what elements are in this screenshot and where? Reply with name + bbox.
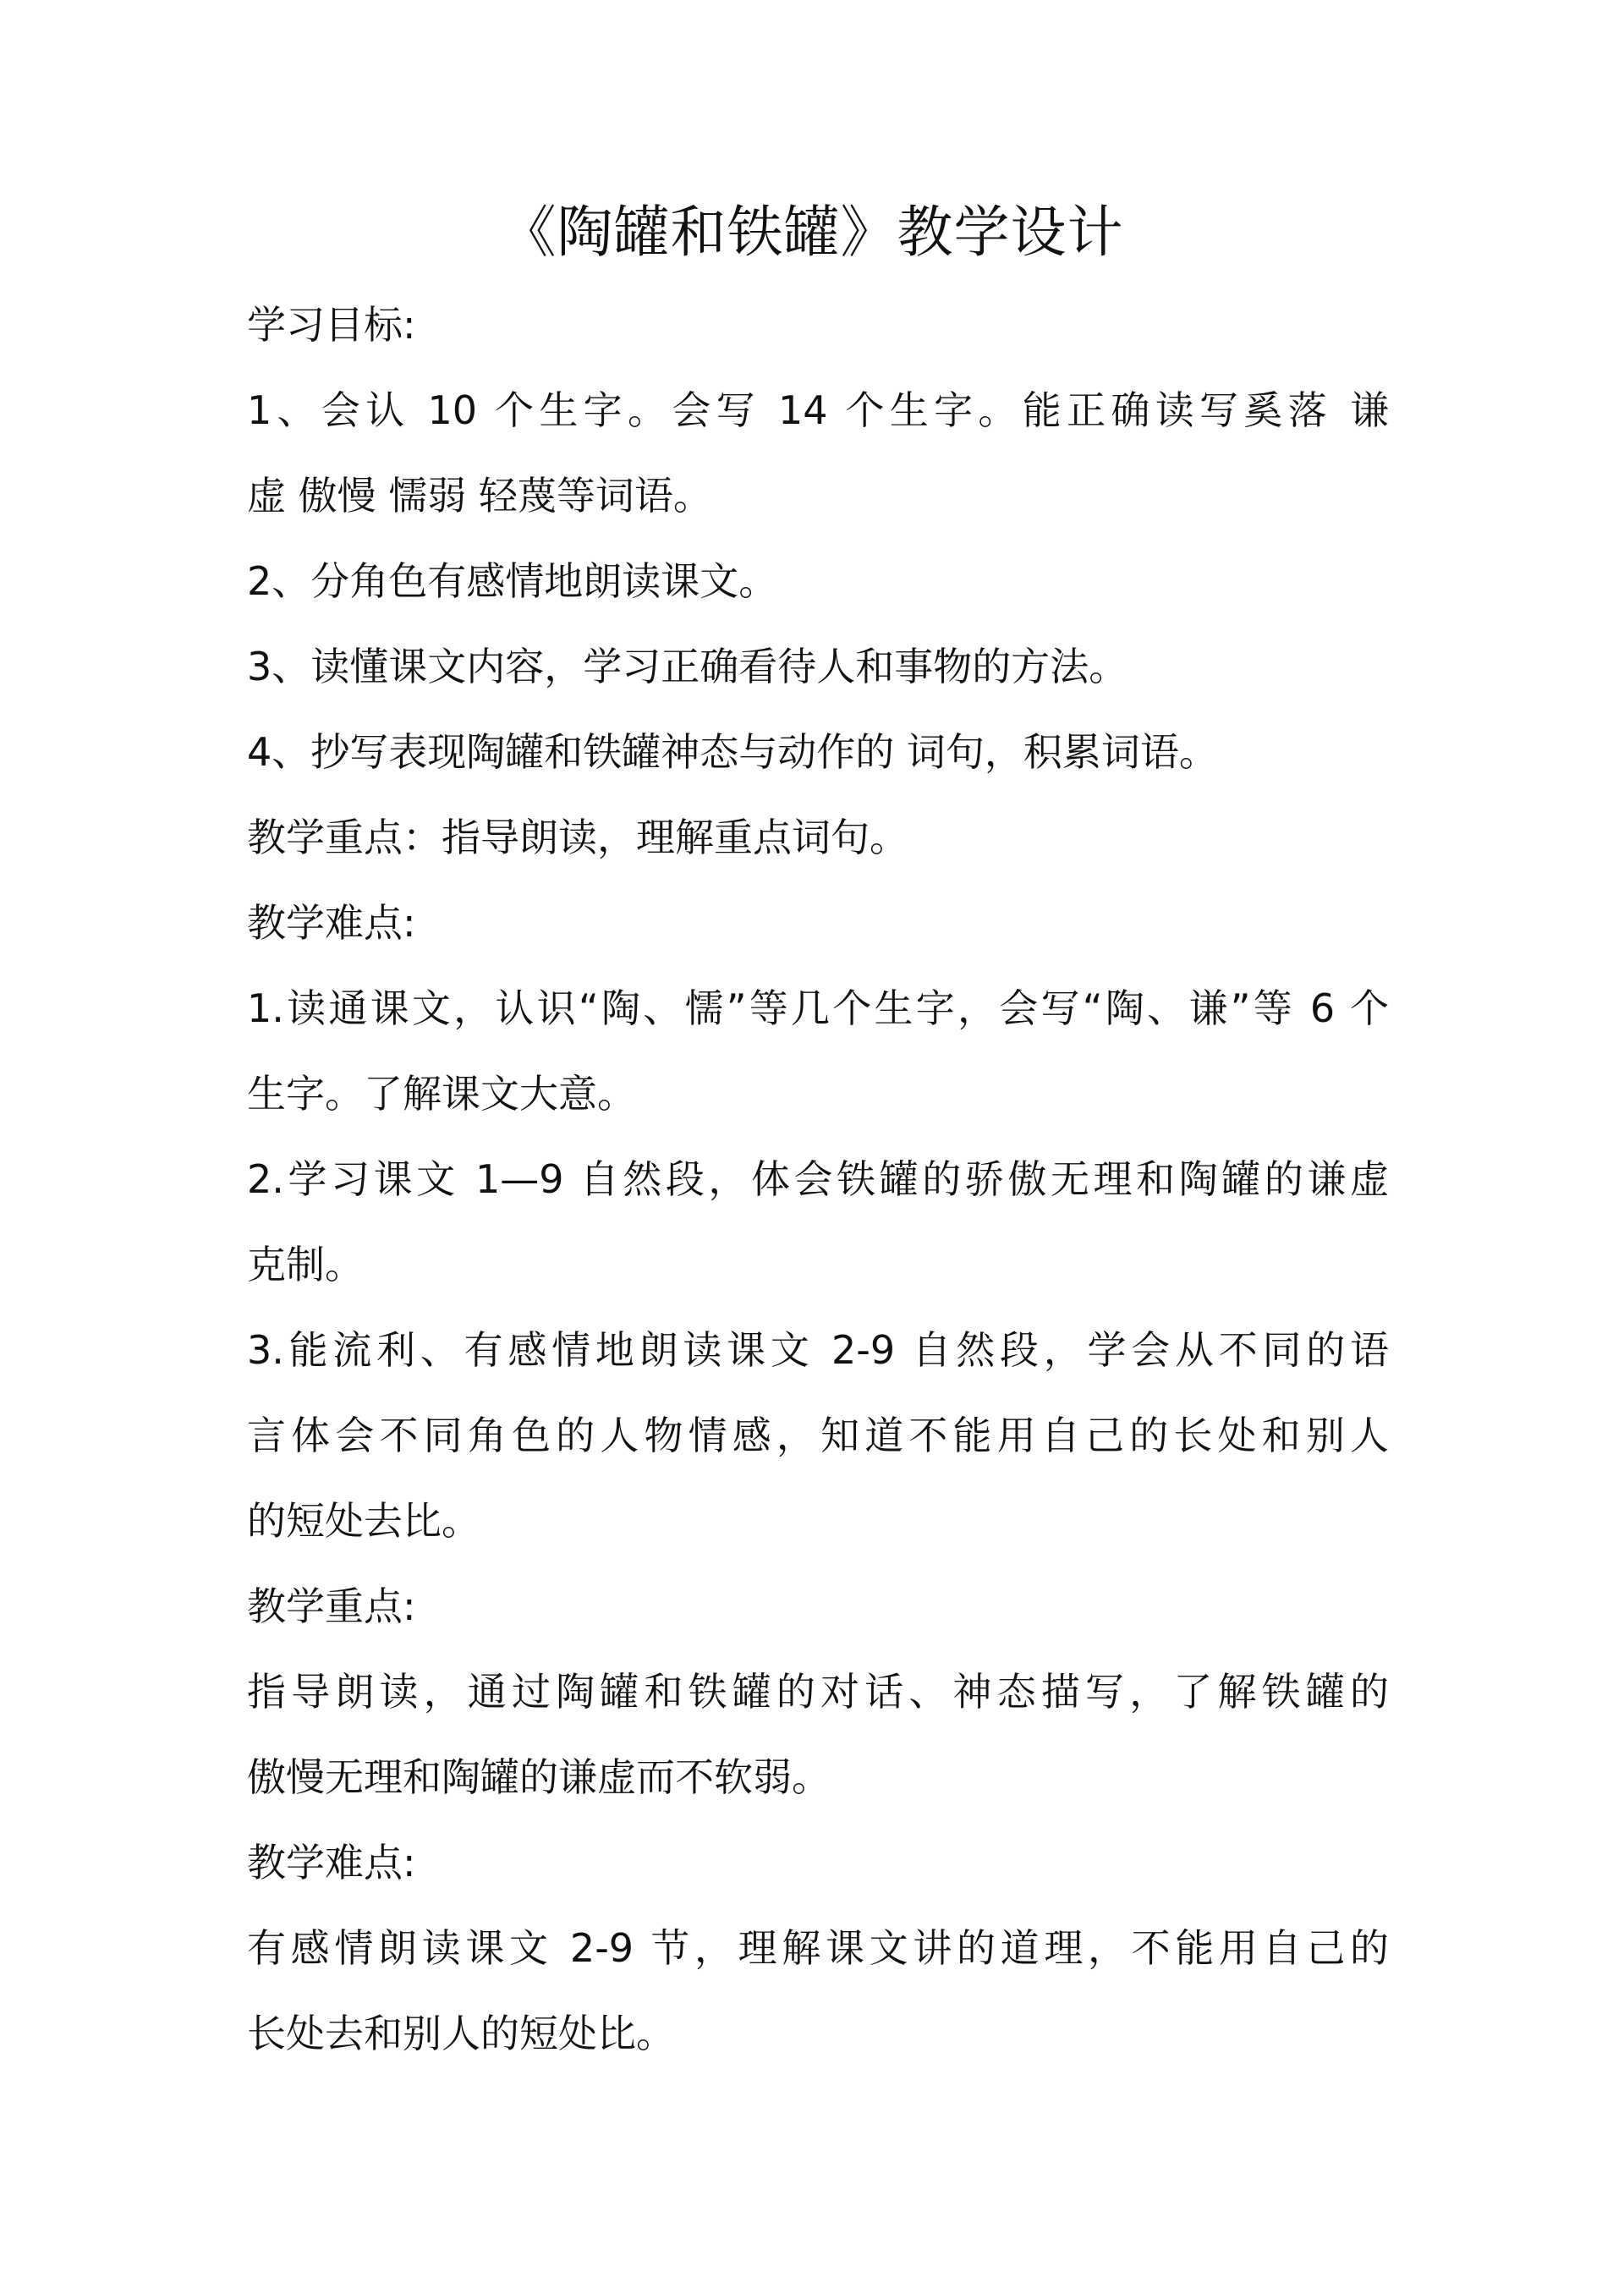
difficulty-1-line-1: 1.读通课文，认识“陶、懦”等几个生字，会写“陶、谦”等 6 个 <box>247 985 1389 1031</box>
difficulty-3-line-1: 3.能流利、有感情地朗读课文 2-9 自然段，学会从不同的语 <box>247 1327 1389 1373</box>
goal-1-line-1: 1、会认 10 个生字。会写 14 个生字。能正确读写奚落 谦 <box>247 387 1389 433</box>
difficulty-2-line-1: 2.学习课文 1—9 自然段，体会铁罐的骄傲无理和陶罐的谦虚 <box>247 1156 1389 1202</box>
goal-2: 2、分角色有感情地朗读课文。 <box>247 558 778 604</box>
document-body <box>247 283 1389 2077</box>
heading-learning-goals: 学习目标: <box>247 302 416 348</box>
heading-teaching-difficulty: 教学难点: <box>247 900 416 946</box>
heading-teaching-difficulty-2: 教学难点: <box>247 1840 416 1885</box>
goal-4: 4、抄写表现陶罐和铁罐神态与动作的 词句，积累词语。 <box>247 729 1218 775</box>
goal-1-line-2: 虚 傲慢 懦弱 轻蔑等词语。 <box>247 473 712 519</box>
difficulty-1-line-2: 生字。了解课文大意。 <box>247 1071 636 1117</box>
teaching-focus-summary: 教学重点：指导朗读，理解重点词句。 <box>247 815 908 860</box>
difficulty-detail-line-2: 长处去和别人的短处比。 <box>247 2011 675 2056</box>
focus-line-1: 指导朗读，通过陶罐和铁罐的对话、神态描写，了解铁罐的 <box>247 1669 1389 1715</box>
difficulty-3-line-3: 的短处去比。 <box>247 1498 480 1544</box>
difficulty-3-line-2: 言体会不同角色的人物情感，知道不能用自己的长处和别人 <box>247 1413 1389 1458</box>
document-title: 《陶罐和铁罐》教学设计 <box>500 200 1124 265</box>
heading-teaching-focus: 教学重点: <box>247 1583 416 1629</box>
focus-line-2: 傲慢无理和陶罐的谦虚而不软弱。 <box>247 1754 831 1800</box>
difficulty-detail-line-1: 有感情朗读课文 2-9 节，理解课文讲的道理，不能用自己的 <box>247 1925 1389 1971</box>
goal-3: 3、读懂课文内容，学习正确看待人和事物的方法。 <box>247 644 1128 689</box>
difficulty-2-line-2: 克制。 <box>247 1242 364 1287</box>
